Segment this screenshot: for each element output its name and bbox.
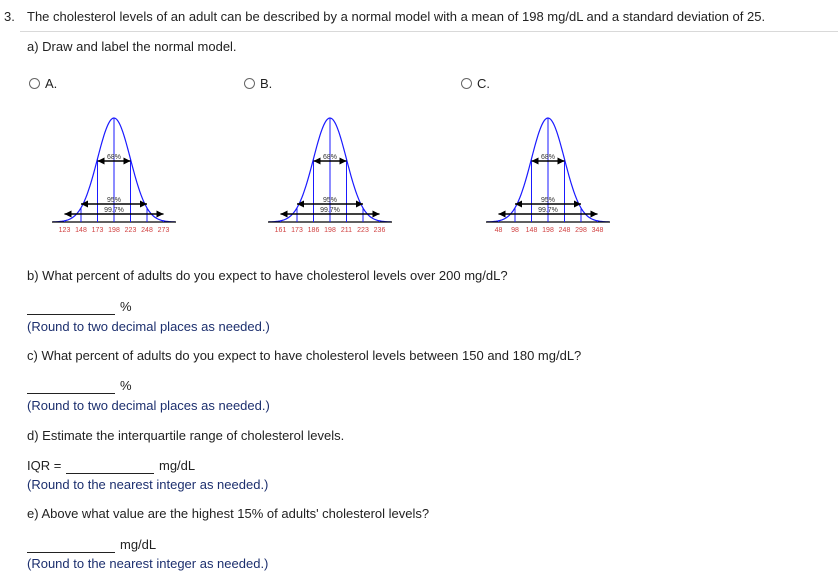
arrow-95-label: 95% — [106, 197, 122, 204]
part-a-prompt: a) Draw and label the normal model. — [27, 39, 237, 54]
tick-label: 161 — [274, 227, 287, 234]
part-b-unit: % — [120, 299, 132, 314]
part-d-prompt: d) Estimate the interquartile range of cholesterol levels. — [27, 428, 345, 443]
tick-label: 348 — [591, 227, 604, 234]
option-a-label: A. — [45, 76, 58, 91]
arrow-68-head-left — [532, 158, 539, 165]
arrow-95-label: 95% — [540, 197, 556, 204]
tick-label: 248 — [558, 227, 571, 234]
arrow-68-head-left — [314, 158, 321, 165]
tick-label: 48 — [494, 227, 503, 234]
arrow-997-head-right — [157, 211, 164, 218]
tick-label: 123 — [58, 227, 71, 234]
tick-label: 173 — [91, 227, 104, 234]
option-c-label: C. — [477, 76, 490, 91]
arrow-997-head-left — [281, 211, 288, 218]
tick-label: 198 — [324, 227, 336, 234]
tick-label: 186 — [307, 227, 320, 234]
arrow-997-head-right — [373, 211, 380, 218]
arrow-68-head-right — [340, 158, 347, 165]
part-c-answer-input[interactable] — [27, 393, 115, 394]
part-c-unit: % — [120, 378, 132, 393]
option-b-label: B. — [260, 76, 273, 91]
tick-label: 148 — [525, 227, 538, 234]
radio-option-a[interactable] — [29, 78, 40, 89]
option-a-normal-curve — [50, 110, 178, 245]
part-b-prompt: b) What percent of adults do you expect to have cholesterol levels over 200 mg/dL? — [27, 268, 508, 283]
tick-label: 298 — [575, 227, 587, 234]
arrow-68-label: 68% — [540, 154, 556, 161]
part-e-prompt: e) Above what value are the highest 15% of adults' cholesterol levels? — [27, 506, 430, 521]
arrow-997-head-left — [65, 211, 72, 218]
arrow-997-head-left — [499, 211, 506, 218]
part-d-prefix: IQR = — [27, 458, 62, 473]
arrow-95-label: 95% — [322, 197, 338, 204]
part-d-answer-input[interactable] — [66, 473, 154, 474]
option-c[interactable] — [461, 76, 490, 91]
tick-label: 173 — [291, 227, 303, 234]
part-c-prompt: c) What percent of adults do you expect to have cholesterol levels between 150 and 180 mg/dL? — [27, 348, 582, 363]
option-c-normal-curve — [484, 110, 612, 245]
arrow-68-head-right — [558, 158, 565, 165]
part-b-answer-input[interactable] — [27, 314, 115, 315]
radio-option-c[interactable] — [461, 78, 472, 89]
option-a[interactable] — [29, 76, 57, 91]
tick-label: 198 — [542, 227, 554, 234]
tick-label: 273 — [157, 227, 170, 234]
radio-option-b[interactable] — [244, 78, 255, 89]
tick-label: 198 — [108, 227, 120, 234]
arrow-68-label: 68% — [322, 154, 338, 161]
tick-label: 223 — [357, 227, 369, 234]
arrow-997-label: 99.7% — [320, 207, 340, 214]
part-d-unit: mg/dL — [159, 458, 196, 473]
tick-label: 148 — [75, 227, 87, 234]
tick-label: 248 — [141, 227, 153, 234]
question-number: 3. — [4, 9, 15, 24]
arrow-997-label: 99.7% — [538, 207, 558, 214]
part-b-hint: (Round to two decimal places as needed.) — [27, 319, 270, 334]
part-c-hint: (Round to two decimal places as needed.) — [27, 398, 270, 413]
arrow-68-label: 68% — [106, 154, 122, 161]
divider — [20, 31, 838, 32]
option-b[interactable] — [244, 76, 272, 91]
part-e-answer-input[interactable] — [27, 552, 115, 553]
arrow-997-head-right — [591, 211, 598, 218]
tick-label: 98 — [511, 227, 519, 234]
tick-label: 236 — [373, 227, 386, 234]
option-b-normal-curve — [266, 110, 394, 245]
tick-label: 211 — [340, 227, 353, 234]
arrow-68-head-left — [98, 158, 105, 165]
question-text: The cholesterol levels of an adult can be described by a normal model with a mean of 198 mg/dL and a standard deviation of 25. — [27, 9, 766, 24]
arrow-68-head-right — [124, 158, 131, 165]
part-d-hint: (Round to the nearest integer as needed.) — [27, 477, 269, 492]
part-e-hint: (Round to the nearest integer as needed.) — [27, 556, 269, 571]
arrow-997-label: 99.7% — [104, 207, 124, 214]
tick-label: 223 — [124, 227, 137, 234]
part-e-unit: mg/dL — [120, 537, 157, 552]
